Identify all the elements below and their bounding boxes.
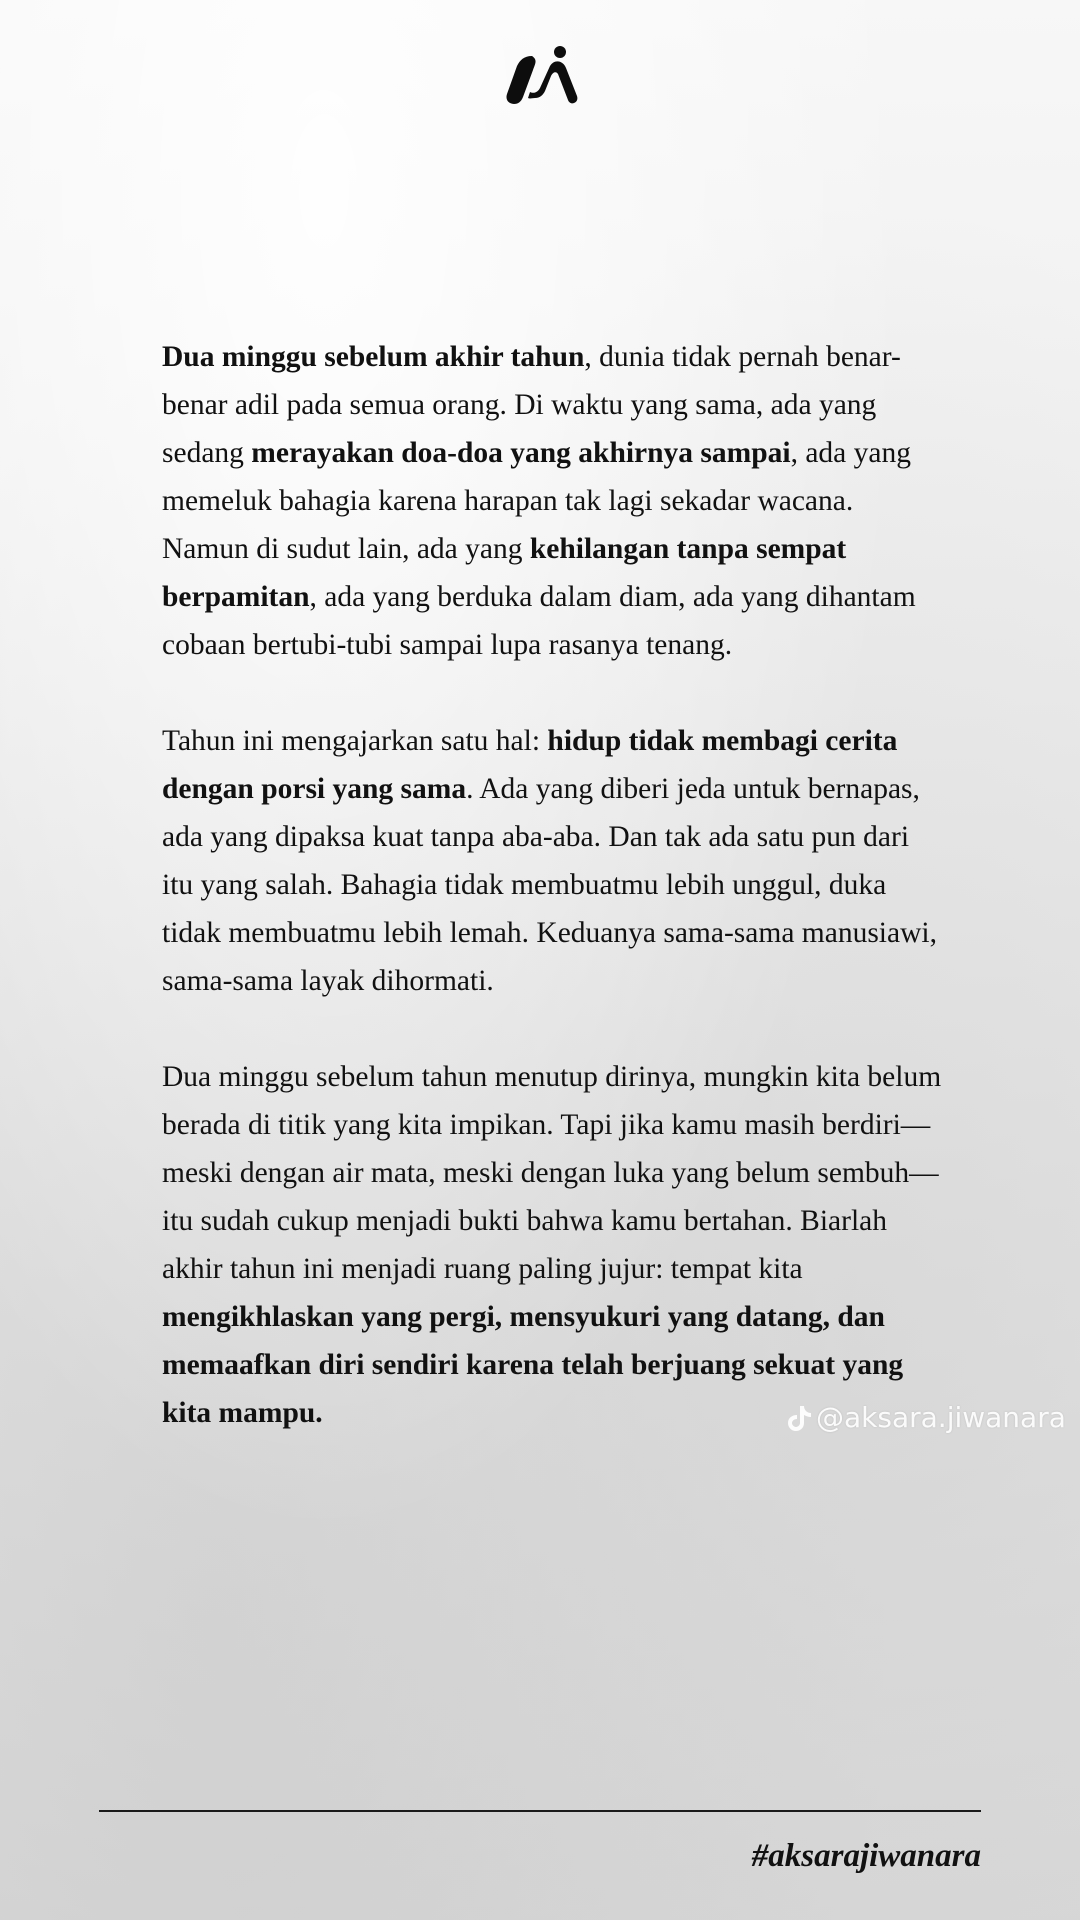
text-span: Tahun ini mengajarkan satu hal:	[162, 725, 548, 757]
paragraph-1	[162, 333, 942, 669]
text-span: . Ada yang diberi jeda untuk bernapas, ada yang dipaksa kuat tanpa aba-aba. Dan tak ada satu pun dari itu yang salah. Bahagia tidak membuatmu lebih unggul, duka tidak membuatmu lebih lemah. Keduanya sama-sama manusiawi, sama-sama layak dihormati.	[162, 773, 937, 997]
paragraph-2	[162, 717, 942, 1005]
tiktok-watermark	[786, 1401, 1066, 1434]
text-span: Dua minggu sebelum tahun menutup dirinya, mungkin kita belum berada di titik yang kita impikan. Tapi jika kamu masih berdiri—meski dengan air mata, meski dengan luka yang belum sembuh—itu sudah cukup menjadi bukti bahwa kamu bertahan. Biarlah akhir tahun ini menjadi ruang paling jujur: tempat kita	[162, 1061, 942, 1285]
text-span: , ada yang berduka dalam diam, ada yang dihantam cobaan bertubi-tubi sampai lupa rasanya tenang.	[162, 581, 916, 661]
text-span: , ada yang memeluk bahagia karena harapan tak lagi sekadar wacana. Namun di sudut lain, ada yang	[162, 437, 911, 565]
bold-phrase: Dua minggu sebelum akhir tahun	[162, 341, 585, 373]
article-body	[162, 333, 942, 1485]
paragraph-3	[162, 1053, 942, 1437]
footer-divider	[99, 1810, 981, 1812]
tiktok-icon	[786, 1404, 812, 1432]
text-span: , dunia tidak pernah benar-benar adil pada semua orang. Di waktu yang sama, ada yang sedang	[162, 341, 901, 469]
footer-hashtag: #aksarajiwanara	[751, 1838, 981, 1874]
watermark-handle: @aksara.jiwanara	[816, 1401, 1066, 1434]
bold-phrase: mengikhlaskan yang pergi, mensyukuri yang datang, dan memaafkan diri sendiri karena telah berjuang sekuat yang kita mampu.	[162, 1301, 904, 1429]
bold-phrase: merayakan doa-doa yang akhirnya sampai	[251, 437, 791, 469]
aksara-jiwanara-logo-icon	[502, 42, 578, 118]
bold-phrase: hidup tidak membagi cerita dengan porsi yang sama	[162, 725, 898, 805]
bold-phrase: kehilangan tanpa sempat berpamitan	[162, 533, 847, 613]
